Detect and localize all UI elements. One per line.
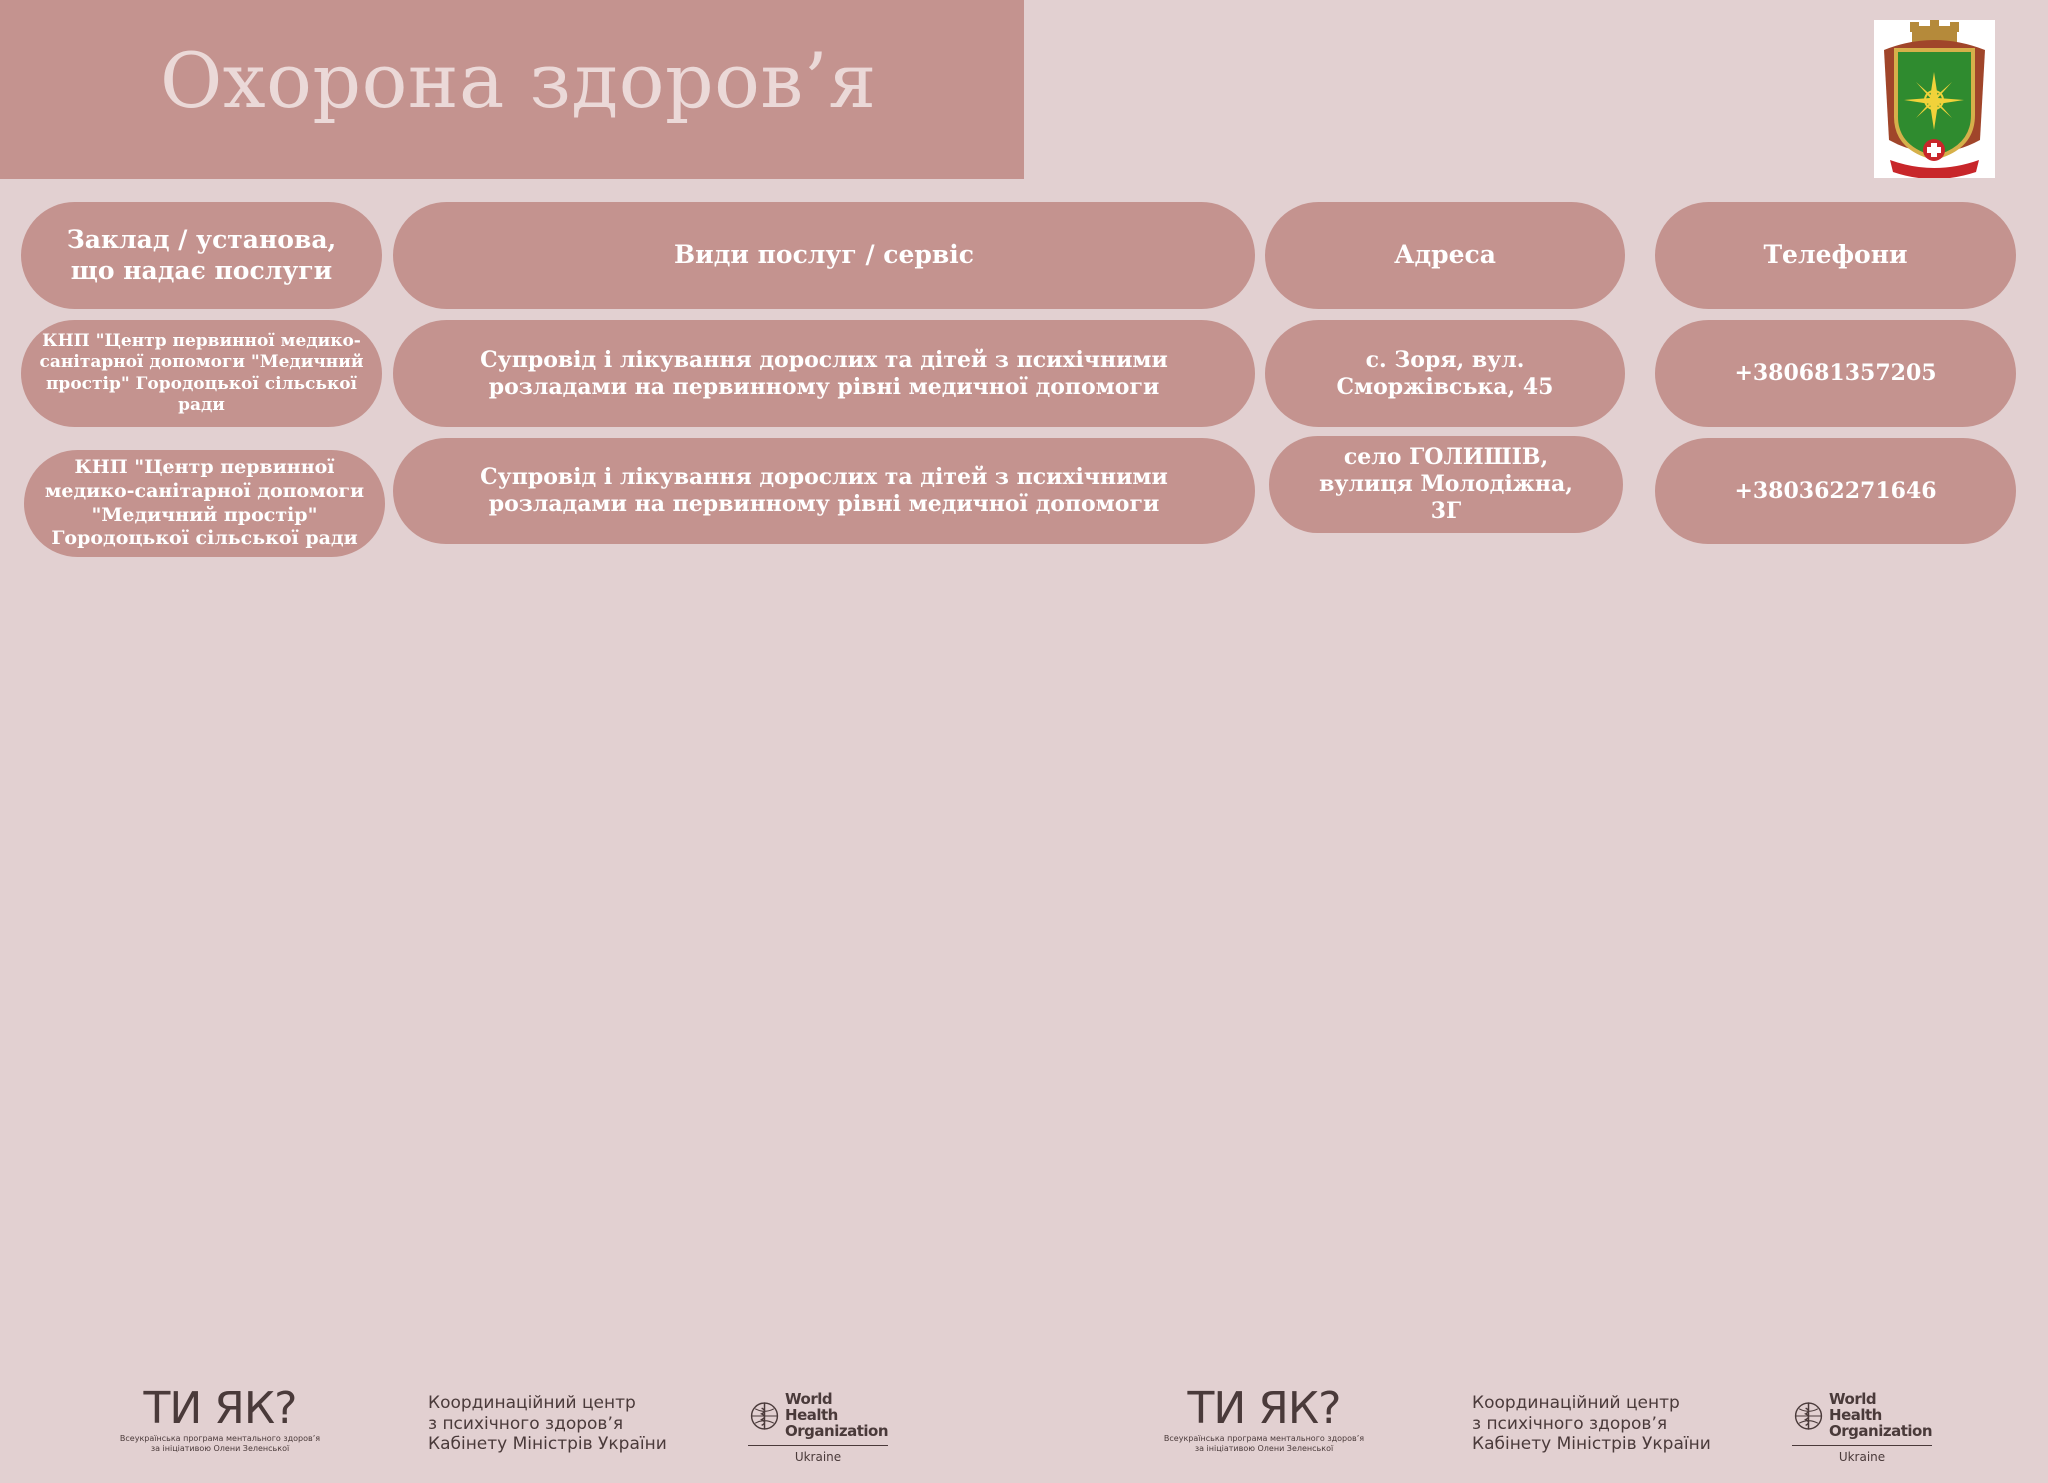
tiyak-logo-text: ТИ ЯК? <box>143 1383 297 1434</box>
row1-phone: +380681357205 <box>1655 320 2016 427</box>
tiyak-logo <box>115 1383 325 1453</box>
who-name: World Health Organization <box>1829 1390 1932 1440</box>
who-name: World Health Organization <box>785 1390 888 1440</box>
header-address: Адреса <box>1265 202 1625 309</box>
coordination-center-label: Координаційний центр з психічного здоров’я Кабінету Міністрів України <box>428 1393 667 1455</box>
tiyak-logo-subtitle: Всеукраїнська програма ментального здоров’я за ініціативою Олени Зеленської <box>1163 1434 1365 1453</box>
page-title: Охорона здоров’я <box>160 36 877 125</box>
row2-phone: +380362271646 <box>1655 438 2016 544</box>
coordination-center-label: Координаційний центр з психічного здоров’я Кабінету Міністрів України <box>1472 1393 1711 1455</box>
who-logo <box>1792 1392 1932 1464</box>
who-country: Ukraine <box>1792 1445 1932 1464</box>
row1-address: с. Зоря, вул. Сморжівська, 45 <box>1265 320 1625 427</box>
tiyak-logo-text: ТИ ЯК? <box>1187 1383 1341 1434</box>
who-emblem-icon <box>1792 1393 1825 1439</box>
row1-services: Супровід і лікування дорослих та дітей з психічними розладами на первинному рівні медичної допомоги <box>393 320 1255 427</box>
header-phones: Телефони <box>1655 202 2016 309</box>
title-banner <box>0 0 1024 179</box>
coat-of-arms-icon <box>1874 20 1995 178</box>
who-logo <box>748 1392 888 1464</box>
row1-institution: КНП "Центр первинної медико-санітарної допомоги "Медичний простір" Городоцької сільської ради <box>21 320 382 427</box>
tiyak-logo <box>1159 1383 1369 1453</box>
who-country: Ukraine <box>748 1445 888 1464</box>
who-emblem-icon <box>748 1393 781 1439</box>
row2-services: Супровід і лікування дорослих та дітей з психічними розладами на первинному рівні медичної допомоги <box>393 438 1255 544</box>
header-institution: Заклад / установа, що надає послуги <box>21 202 382 309</box>
row2-institution: КНП "Центр первинної медико-санітарної допомоги "Медичний простір" Городоцької сільської ради <box>24 450 385 557</box>
row2-address: село ГОЛИШІВ, вулиця Молодіжна, 3Г <box>1269 436 1623 533</box>
header-services: Види послуг / сервіс <box>393 202 1255 309</box>
tiyak-logo-subtitle: Всеукраїнська програма ментального здоров’я за ініціативою Олени Зеленської <box>119 1434 321 1453</box>
